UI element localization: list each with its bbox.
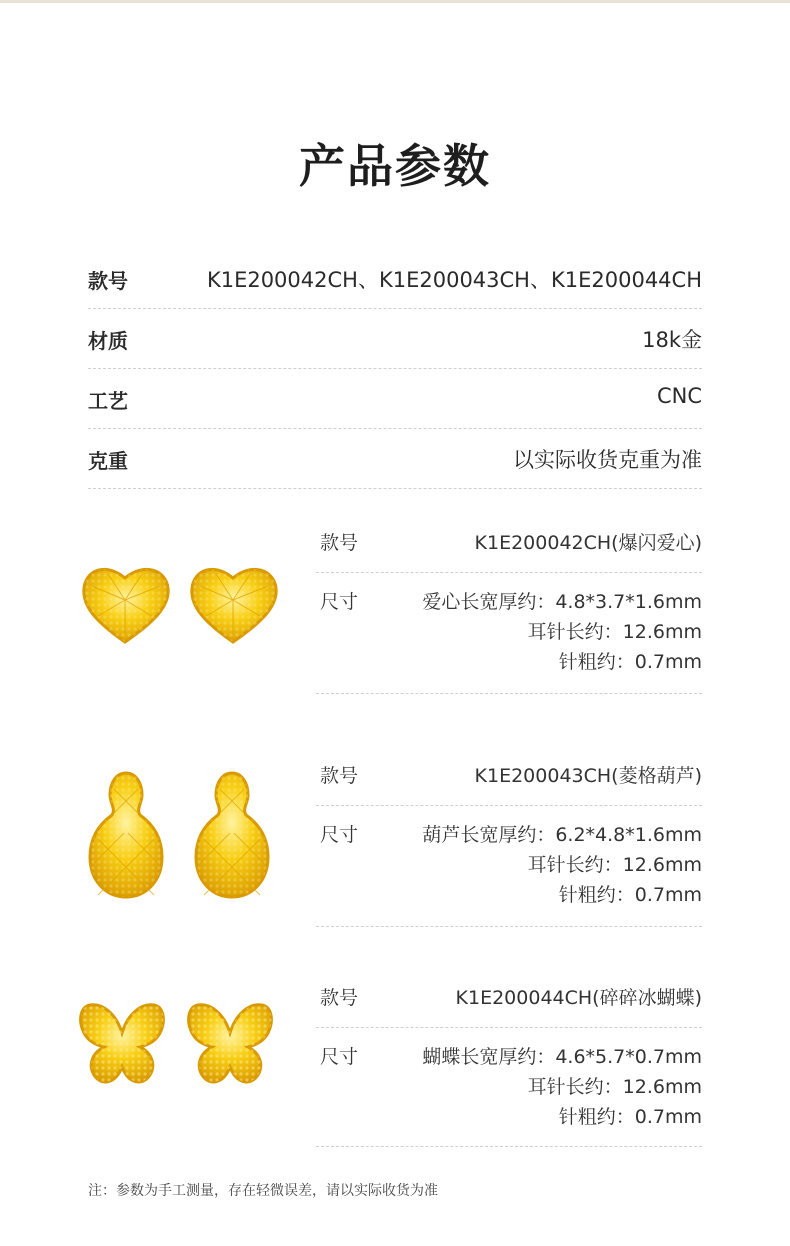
size-line: 耳针长约：12.6mm: [527, 1076, 702, 1098]
page-title: 产品参数: [299, 139, 491, 193]
product-model-row: [316, 969, 702, 1028]
size-line: 针粗约：0.7mm: [558, 884, 702, 906]
spec-label: 材质: [88, 329, 128, 353]
size-values: [422, 820, 702, 910]
product-size-row: [316, 573, 702, 694]
heart-earring-icon: [70, 530, 290, 670]
footnote: 注：参数为手工测量，存在轻微误差，请以实际收货为准: [88, 1183, 438, 1199]
model-value: K1E200044CH(碎碎冰蝴蝶): [455, 987, 702, 1009]
spec-row-weight: [88, 428, 702, 489]
product-size-row: [316, 1028, 702, 1147]
size-line: 针粗约：0.7mm: [558, 651, 702, 673]
spec-label: 款号: [88, 269, 128, 293]
size-line: 蝴蝶长宽厚约：4.6*5.7*0.7mm: [422, 1046, 702, 1068]
product-model-row: [316, 514, 702, 573]
spec-value: CNC: [656, 384, 702, 408]
size-line: 爱心长宽厚约：4.8*3.7*1.6mm: [422, 591, 702, 613]
butterfly-earring-icon: [70, 985, 290, 1115]
model-value: K1E200043CH(菱格葫芦): [474, 765, 702, 787]
product-heart: [0, 510, 790, 700]
spec-row-material: [88, 308, 702, 369]
product-model-row: [316, 747, 702, 806]
spec-row-craft: [88, 368, 702, 429]
top-border: [0, 0, 790, 3]
size-values: [422, 587, 702, 677]
size-line: 耳针长约：12.6mm: [527, 621, 702, 643]
spec-label: 克重: [88, 449, 128, 473]
product-butterfly: [0, 965, 790, 1155]
size-line: 葫芦长宽厚约：6.2*4.8*1.6mm: [422, 824, 702, 846]
spec-label: 工艺: [88, 389, 128, 413]
gourd-earring-icon: [70, 759, 290, 909]
size-values: [422, 1042, 702, 1132]
size-label: 尺寸: [320, 824, 359, 846]
model-label: 款号: [320, 532, 359, 554]
product-size-row: [316, 806, 702, 927]
spec-value: 18k金: [642, 328, 702, 352]
model-value: K1E200042CH(爆闪爱心): [474, 532, 702, 554]
size-line: 耳针长约：12.6mm: [527, 854, 702, 876]
size-label: 尺寸: [320, 591, 359, 613]
model-label: 款号: [320, 765, 359, 787]
spec-value: 以实际收货克重为准: [513, 448, 702, 472]
spec-value: K1E200042CH、K1E200043CH、K1E200044CH: [206, 268, 702, 292]
model-label: 款号: [320, 987, 359, 1009]
spec-row-model: [88, 248, 702, 309]
size-line: 针粗约：0.7mm: [558, 1106, 702, 1128]
product-gourd: [0, 743, 790, 933]
size-label: 尺寸: [320, 1046, 359, 1068]
